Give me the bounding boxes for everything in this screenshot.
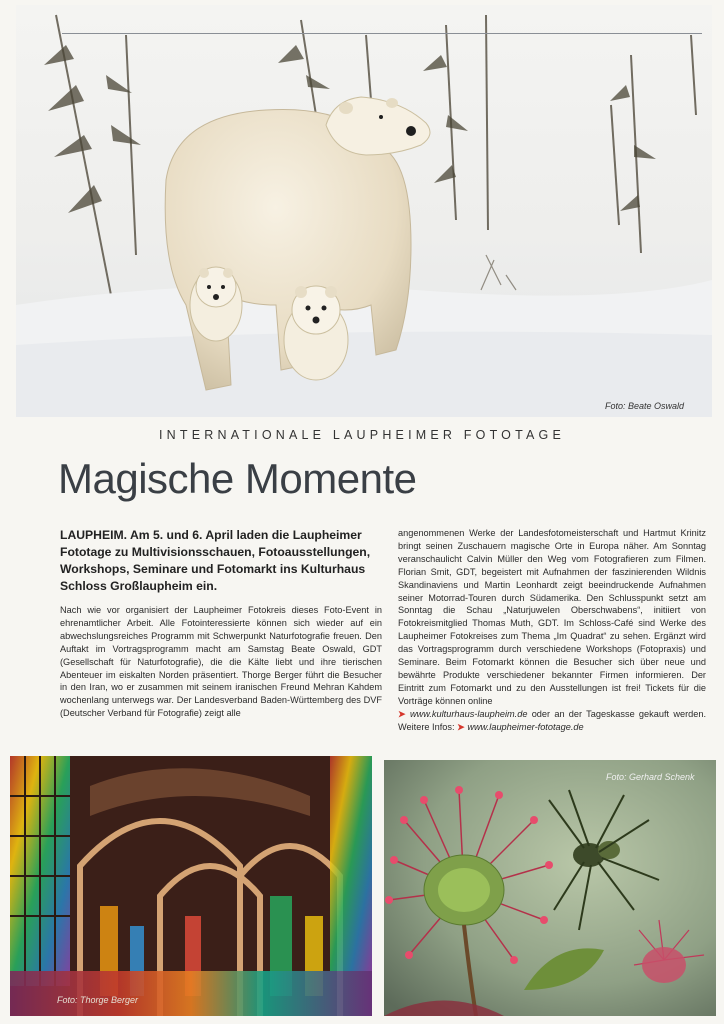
mosque-interior-illustration: [10, 756, 372, 1016]
mosque-photo: [10, 756, 372, 1016]
article-lead: LAUPHEIM. Am 5. und 6. April laden die Laupheimer Fototage zu Multivisionsschauen, Fotoausstellungen, Workshops, Seminare und Fotomarkt ins Kulturhaus Schloss Großlaupheim ein.: [60, 528, 371, 593]
ticket-link-suffix: oder an der Tageskasse gekauft werden. Weitere Infos:: [398, 708, 709, 732]
arrow-icon: ➤: [398, 708, 406, 719]
article-body-column-1: Nach wie vor organisiert der Laupheimer Fotokreis dieses Foto-Event in ehrenamtlicher Arbeit. Alle Fotointeressierte können sich wieder auf ein abwechslungsreiches Programm mit Schwerpunkt Naturfotografie freuen. Den Auftakt im Vortragsprogramm macht am Samstag Beate Oswald, GDT (Gesellschaft für Naturfotografie), die die Kälte liebt und ihre tierischen Abenteuer im eiskalten Norden präsentiert. Thorge Berger führt die Besucher in den Iran, wo er zusammen mit seinem iranischen Freund Mehran Kahdem wochenlang unterwegs war. Der Landesverband Baden-Württemberg des DVF (Deutscher Verband für Fotografie) zeigt alle: [60, 605, 382, 719]
article-body-text: angenommenen Werke der Landesfotomeisterschaft und Hartmut Krinitz bringt seinen Zuschauern magische Orte in Europa näher. Am Sonntag veranschaulicht Calvin Müller den Weg vom Fotografieren zum Filmen. Florian Smit, GDT, begeistert mit Aufnahmen der faszinierenden Wildnis Skandinaviens und Martin Leonhardt zeigt beeindruckende Aufnahmen seiner Motorrad-Touren durch Südamerika. Den Schlusspunkt setzt am Sonntag die Schau „Naturjuwelen Oberschwabens“, initiiert von Fotokreismitglied Thomas Muth, GDT. Im Schloss-Café sind Werke des Laupheimer Fotokreises zum Thema „Im Quadrat“ zu sehen. Ergänzt wird das Vortragsprogramm durch verschiedene Workshops (Fotopraxis) und Seminare. Beim Fotomarkt können die Besucher sich über neue und bewährte Produkte verschiedener bekannter Firmen informieren. Der Eintritt zum Fotomarkt und zu den Ausstellungen ist frei! Tickets für die Vorträge können online: [398, 528, 706, 706]
hero-photo-caption: Foto: Beate Oswald: [605, 401, 685, 411]
article-body-column-2: [398, 527, 709, 734]
hero-photo: [16, 5, 712, 417]
article-headline: Magische Momente: [58, 455, 417, 502]
article-kicker: INTERNATIONALE LAUPHEIMER FOTOTAGE: [158, 428, 566, 442]
sundew-photo-caption: Foto: Gerhard Schenk: [606, 772, 695, 782]
mosque-photo-caption: Foto: Thorge Berger: [57, 995, 139, 1005]
header-rule: [62, 33, 702, 34]
sundew-photo: [384, 760, 716, 1016]
fototage-link[interactable]: www.laupheimer-fototage.de: [467, 721, 584, 732]
polar-bear-illustration: [16, 5, 712, 417]
sundew-spider-illustration: [384, 760, 716, 1016]
ticket-link-line: [398, 708, 709, 734]
kulturhaus-link[interactable]: www.kulturhaus-laupheim.de: [409, 708, 528, 719]
arrow-icon: ➤: [457, 721, 465, 732]
